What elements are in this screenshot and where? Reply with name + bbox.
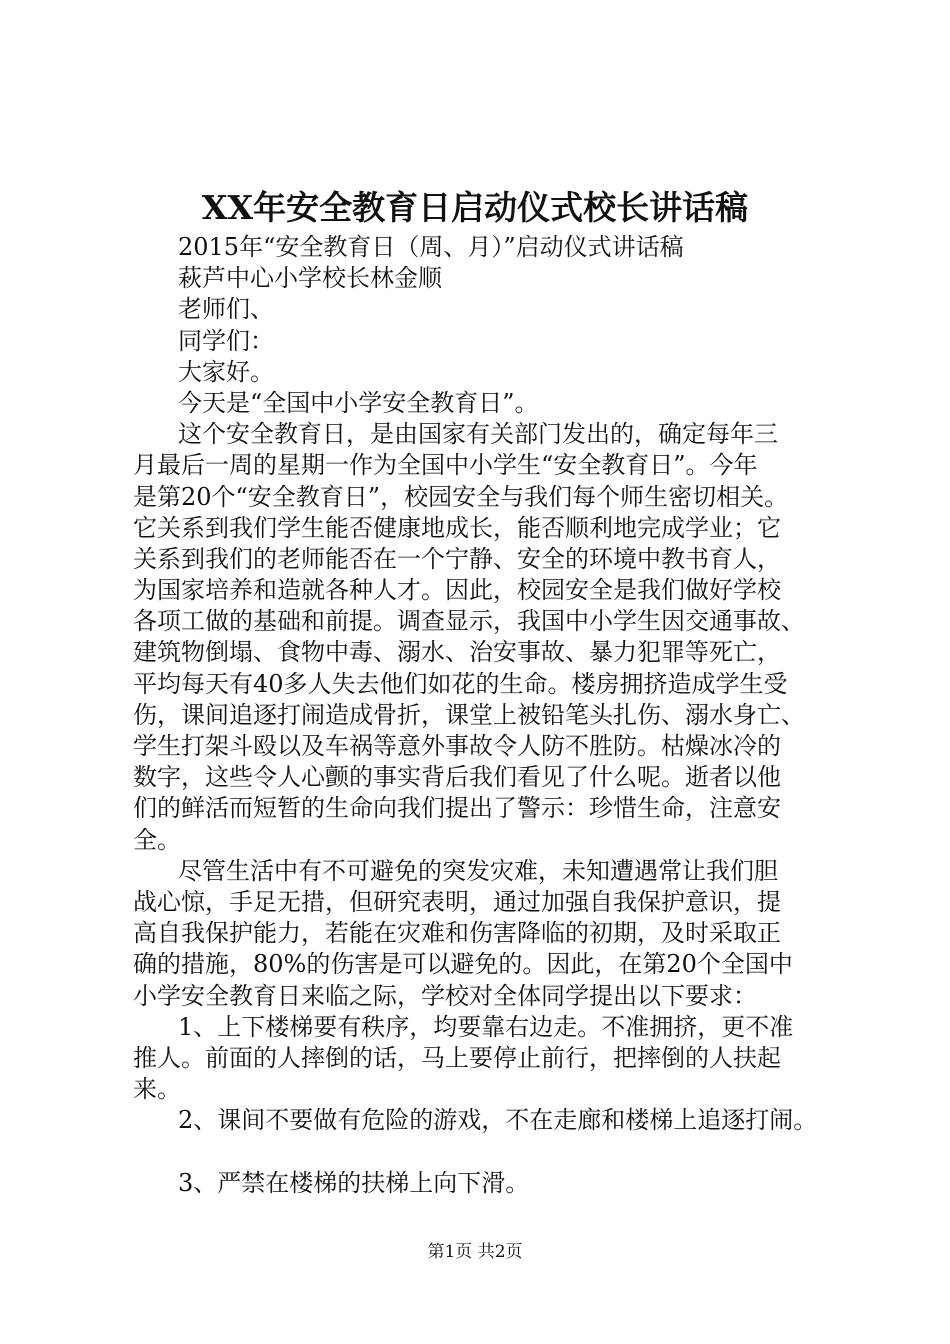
body-line: 学生打架斗殴以及车祸等意外事故令人防不胜防。枯燥冰冷的 <box>133 732 781 760</box>
body-line: 高自我保护能力，若能在灾难和伤害降临的初期，及时采取正 <box>133 919 781 948</box>
body-line: 老师们、 <box>178 295 274 324</box>
body-line: 1、上下楼梯要有秩序，均要靠右边走。不准拥挤，更不准 <box>178 1012 794 1041</box>
body-line: 推人。前面的人摔倒的话，马上要停止前行，把摔倒的人扶起 <box>133 1043 781 1072</box>
body-line: 战心惊，手足无措，但研究表明，通过加强自我保护意识，提 <box>133 887 781 916</box>
body-line: 各项工做的基础和前提。调查显示，我国中小学生因交通事故、 <box>133 607 805 636</box>
body-line: 们的鲜活而短暂的生命向我们提出了警示：珍惜生命，注意安 <box>133 794 781 823</box>
body-line: 来。 <box>133 1075 181 1104</box>
body-line: 同学们： <box>178 326 274 355</box>
body-line: 是第20个“安全教育日”，校园安全与我们每个师生密切相关。 <box>133 482 789 511</box>
body-line: 尽管生活中有不可避免的突发灾难，未知遭遇常让我们胆 <box>178 856 778 885</box>
body-line: 2、课间不要做有危险的游戏，不在走廊和楼梯上追逐打闹。 <box>178 1106 818 1135</box>
body-line: 萩芦中心小学校长林金顺 <box>178 264 442 293</box>
document-body <box>133 232 823 1199</box>
body-line: 2015年“安全教育日（周、月）”启动仪式讲话稿 <box>178 233 684 261</box>
body-line: 平均每天有40多人失去他们如花的生命。楼房拥挤造成学生受 <box>133 669 788 698</box>
body-line: 关系到我们的老师能否在一个宁静、安全的环境中教书育人， <box>133 544 781 573</box>
body-line: 它关系到我们学生能否健康地成长，能否顺利地完成学业；它 <box>133 513 781 542</box>
body-line: 确的措施，80%的伤害是可以避免的。因此，在第20个全国中 <box>133 950 793 979</box>
body-line: 3、严禁在楼梯的扶梯上向下滑。 <box>178 1168 530 1197</box>
body-line: 伤，课间追逐打闹造成骨折，课堂上被铅笔头扎伤、溺水身亡、 <box>133 700 805 729</box>
body-line: 全。 <box>133 825 181 854</box>
body-line: 今天是“全国中小学安全教育日”。 <box>178 388 539 417</box>
document-title: XX年安全教育日启动仪式校长讲话稿 <box>201 188 749 227</box>
page-footer: 第1页 共2页 <box>427 1242 523 1262</box>
body-line: 为国家培养和造就各种人才。因此，校园安全是我们做好学校 <box>133 576 781 605</box>
body-line: 小学安全教育日来临之际，学校对全体同学提出以下要求： <box>133 981 757 1010</box>
body-line: 建筑物倒塌、食物中毒、溺水、治安事故、暴力犯罪等死亡， <box>133 638 781 667</box>
body-line <box>133 1136 823 1167</box>
body-line: 这个安全教育日，是由国家有关部门发出的，确定每年三 <box>178 420 778 449</box>
body-line: 大家好。 <box>178 357 274 386</box>
body-line: 月最后一周的星期一作为全国中小学生“安全教育日”。今年 <box>133 451 758 480</box>
body-line: 数字，这些令人心颤的事实背后我们看见了什么呢。逝者以他 <box>133 763 781 792</box>
